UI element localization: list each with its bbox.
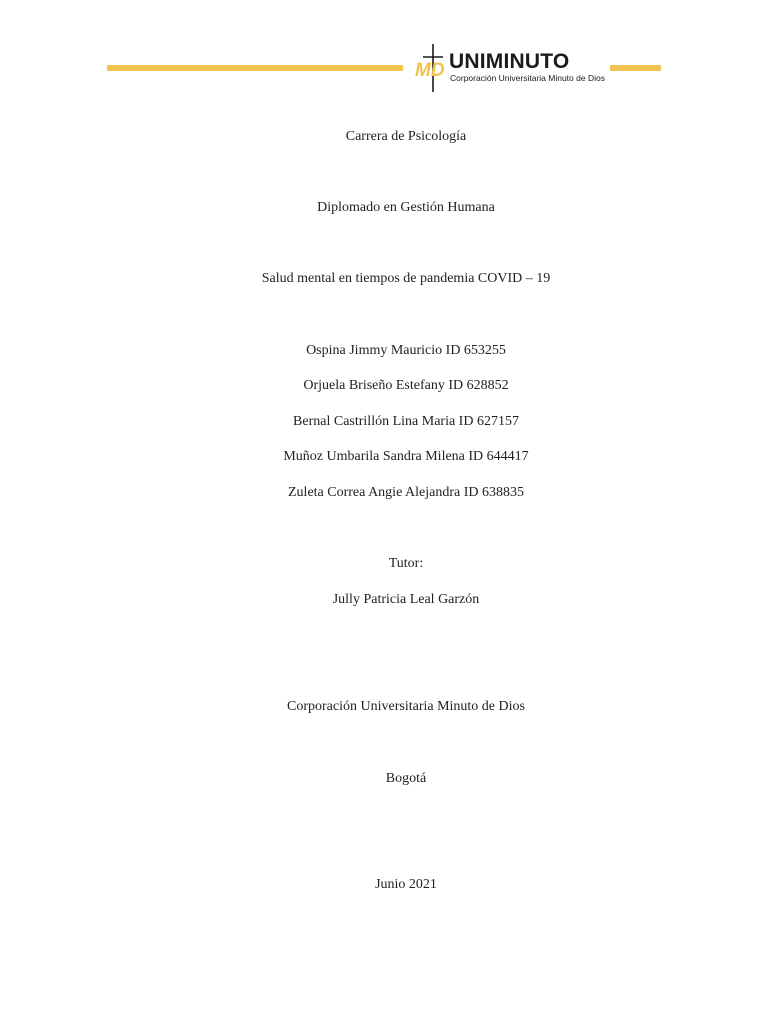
- institution-name: Corporación Universitaria Minuto de Dios: [287, 699, 525, 714]
- document-title: Salud mental en tiempos de pandemia COVID – 19: [261, 271, 551, 286]
- author-4: Muñoz Umbarila Sandra Milena ID 644417: [283, 449, 529, 464]
- author-3: Bernal Castrillón Lina Maria ID 627157: [293, 414, 519, 429]
- logo-subtitle: Corporación Universitaria Minuto de Dios: [450, 73, 605, 83]
- author-2: Orjuela Briseño Estefany ID 628852: [303, 378, 509, 393]
- tutor-name: Jully Patricia Leal Garzón: [332, 592, 480, 607]
- logo-mark-icon: [414, 42, 454, 94]
- header-accent-bar-left: [107, 65, 403, 71]
- course-name: Diplomado en Gestión Humana: [317, 200, 495, 215]
- date: Junio 2021: [375, 877, 437, 892]
- logo-name: UNIMINUTO: [449, 50, 570, 73]
- author-5: Zuleta Correa Angie Alejandra ID 638835: [288, 485, 524, 500]
- city: Bogotá: [385, 771, 427, 786]
- tutor-label: Tutor:: [388, 556, 424, 571]
- page-header: [0, 0, 768, 100]
- author-1: Ospina Jimmy Mauricio ID 653255: [306, 343, 506, 358]
- logo-mark-letters: MD: [415, 60, 445, 81]
- program-name: Carrera de Psicología: [345, 129, 467, 144]
- uniminuto-logo: [414, 42, 604, 94]
- header-accent-bar-right: [610, 65, 661, 71]
